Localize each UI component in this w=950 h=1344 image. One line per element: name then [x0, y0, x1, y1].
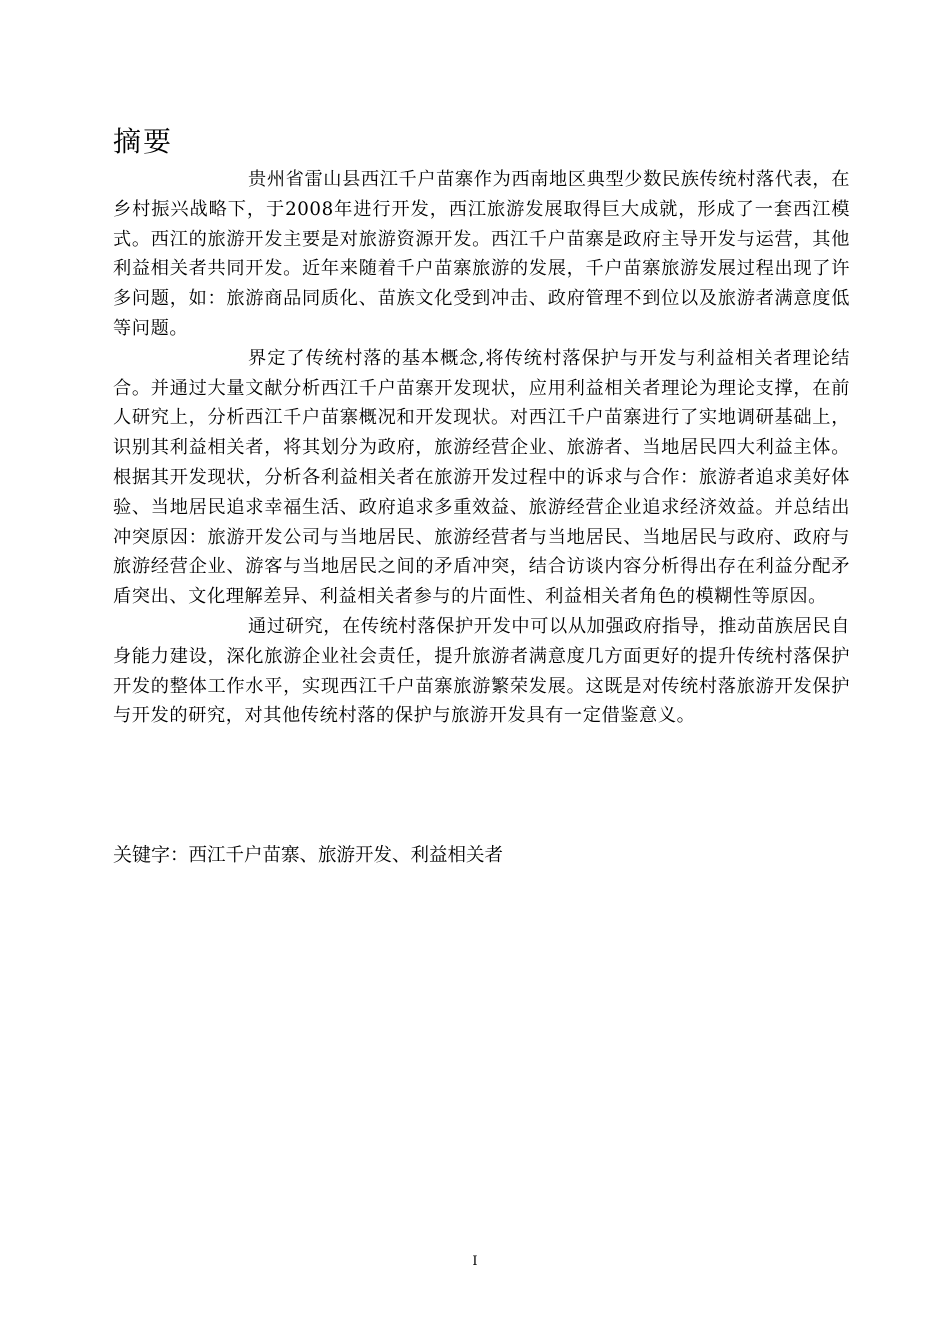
- keywords-separator: ：: [170, 845, 189, 866]
- abstract-heading: 摘要: [113, 125, 174, 158]
- abstract-paragraph-3: 通过研究，在传统村落保护开发中可以从加强政府指导，推动苗族居民自身能力建设，深化旅游企业社会责任，提升旅游者满意度几方面更好的提升传统村落保护开发的整体工作水平，实现西江千户苗寨旅游繁荣发展。这既是对传统村落旅游开发保护与开发的研究，对其他传统村落的保护与旅游开发具有一定借鉴意义。: [113, 615, 850, 727]
- abstract-paragraph-1: 贵州省雷山县西江千户苗寨作为西南地区典型少数民族传统村落代表，在乡村振兴战略下，于2008年进行开发，西江旅游发展取得巨大成就，形成了一套西江模式。西江的旅游开发主要是对旅游资源开发。西江千户苗寨是政府主导开发与运营，其他利益相关者共同开发。近年来随着千户苗寨旅游的发展，千户苗寨旅游发展过程出现了许多问题，如：旅游商品同质化、苗族文化受到冲击、政府管理不到位以及旅游者满意度低等问题。: [113, 169, 850, 339]
- keywords-line: [113, 840, 503, 871]
- abstract-body: [113, 165, 850, 731]
- abstract-paragraph-2: 界定了传统村落的基本概念,将传统村落保护与开发与利益相关者理论结合。并通过大量文献分析西江千户苗寨开发现状，应用利益相关者理论为理论支撑，在前人研究上，分析西江千户苗寨概况和开发现状。对西江千户苗寨进行了实地调研基础上，识别其利益相关者，将其划分为政府，旅游经营企业、旅游者、当地居民四大利益主体。根据其开发现状，分析各利益相关者在旅游开发过程中的诉求与合作：旅游者追求美好体验、当地居民追求幸福生活、政府追求多重效益、旅游经营企业追求经济效益。并总结出冲突原因：旅游开发公司与当地居民、旅游经营者与当地居民、当地居民与政府、政府与旅游经营企业、游客与当地居民之间的矛盾冲突，结合访谈内容分析得出存在利益分配矛盾突出、文化理解差异、利益相关者参与的片面性、利益相关者角色的模糊性等原因。: [113, 347, 850, 608]
- page-number: I: [472, 1254, 478, 1269]
- keywords-label: 关键字: [113, 844, 171, 866]
- keywords-value: 西江千户苗寨、旅游开发、利益相关者: [188, 845, 504, 866]
